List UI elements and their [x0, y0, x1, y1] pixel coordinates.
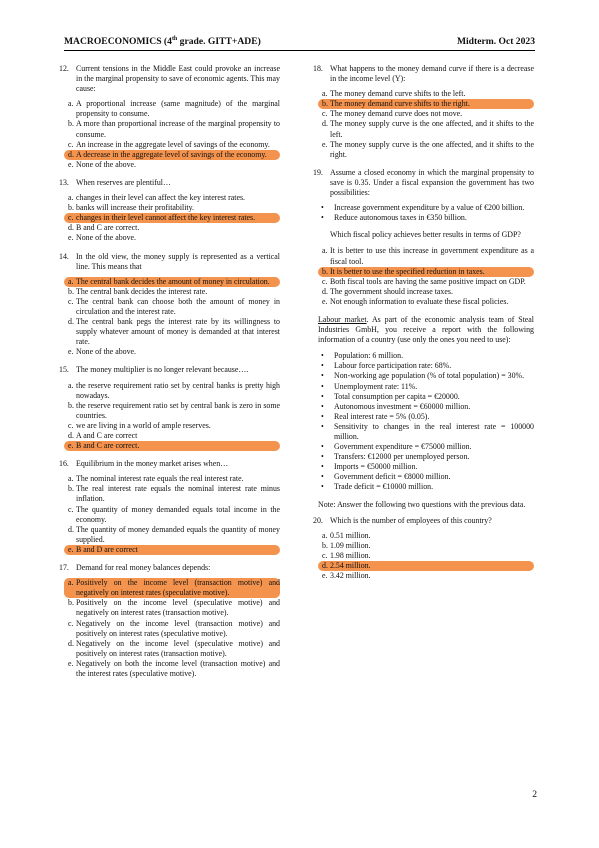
option-text: 2.54 million. — [330, 561, 371, 571]
answer-option — [64, 659, 280, 679]
bullet-item — [318, 371, 534, 381]
answer-option — [64, 99, 280, 119]
option-letter: d. — [68, 149, 74, 159]
answer-option — [64, 421, 280, 431]
bullet-icon: • — [321, 411, 324, 421]
option-letter: e. — [68, 347, 74, 357]
selected-answer-option — [318, 561, 534, 571]
option-text: changes in their level cannot affect the key interest rates. — [76, 213, 256, 223]
option-letter: c. — [68, 296, 74, 306]
answer-option — [318, 551, 534, 561]
option-text: Negatively on both the income level (transaction motive) and the interest rates (speculative motive). — [76, 658, 280, 678]
option-letter: a. — [322, 246, 328, 256]
answer-option — [64, 639, 280, 659]
option-text: The central bank pegs the interest rate by its willingness to supply whatever amount of money is demanded at that interest rate. — [76, 317, 280, 347]
answer-option — [64, 223, 280, 233]
answer-option — [64, 233, 280, 243]
bullet-icon: • — [321, 351, 324, 361]
bullet-item — [318, 412, 534, 422]
option-text: The nominal interest rate equals the real interest rate. — [76, 474, 244, 484]
option-text: 1.09 million. — [330, 540, 371, 550]
question-body: What happens to the money demand curve if there is a decrease in the income level (Y): — [330, 64, 534, 84]
option-text: None of the above. — [76, 159, 137, 169]
option-text: An increase in the aggregate level of savings of the economy. — [76, 139, 270, 149]
bullet-text: Unemployment rate: 11%. — [334, 381, 418, 391]
option-text: The money supply curve is the one affected, and it shifts to the left. — [330, 119, 534, 139]
option-text: The quantity of money demanded equals the quantity of money supplied. — [76, 524, 280, 544]
selected-answer-option — [318, 267, 534, 277]
option-text: changes in their level can affect the key interest rates. — [76, 193, 245, 203]
bullet-item — [318, 203, 534, 213]
option-letter: d. — [68, 317, 74, 327]
bullet-text: Real interest rate = 5% (0.05). — [334, 411, 430, 421]
answer-option — [64, 525, 280, 545]
answer-options — [64, 381, 280, 452]
labour-market-intro: Labour market. As part of the economic analysis team of Steal Industries GmbH, you receive a report with the following information of a country (use only the ones you need to use): — [318, 314, 534, 345]
answer-option — [64, 484, 280, 504]
bullet-icon: • — [321, 361, 324, 371]
bullet-item — [318, 472, 534, 482]
answer-option — [64, 381, 280, 401]
data-list — [318, 351, 534, 492]
bullet-item — [318, 482, 534, 492]
answer-option — [64, 193, 280, 203]
answer-option — [318, 140, 534, 160]
bullet-text: Total consumption per capita = €20000. — [334, 391, 460, 401]
question-body: Which is the number of employees of this country? — [330, 515, 492, 525]
option-text: The money demand curve shifts to the right. — [330, 99, 470, 109]
answer-option — [64, 297, 280, 317]
question-number: 13. — [59, 177, 69, 187]
question-body: Demand for real money balances depends: — [76, 563, 211, 573]
question-text — [59, 177, 280, 188]
option-letter: e. — [68, 658, 74, 668]
option-letter: b. — [322, 266, 328, 276]
question-number: 16. — [59, 459, 69, 469]
option-text: B and D are correct — [76, 544, 138, 554]
option-text: None of the above. — [76, 347, 137, 357]
bullet-item — [318, 422, 534, 442]
bullet-icon: • — [321, 391, 324, 401]
bullet-icon: • — [321, 401, 324, 411]
option-letter: c. — [322, 276, 328, 286]
option-text: It is better to use the specified reduction in taxes. — [330, 266, 485, 276]
answer-option — [318, 277, 534, 287]
option-letter: e. — [68, 233, 74, 243]
answer-options — [64, 99, 280, 170]
selected-answer-option — [64, 441, 280, 451]
option-letter: a. — [68, 380, 74, 390]
selected-answer-option — [64, 545, 280, 555]
answer-option — [64, 619, 280, 639]
question-14 — [59, 251, 280, 358]
exam-title: Midterm. Oct 2023 — [456, 36, 535, 47]
answer-option — [64, 119, 280, 139]
selected-answer-option — [64, 150, 280, 160]
question-number: 15. — [59, 365, 69, 375]
option-text: It is better to use this increase in government expenditure as a fiscal tool. — [330, 246, 534, 266]
question-body: The money multiplier is no longer relevant because…. — [76, 365, 249, 375]
bullet-item — [318, 392, 534, 402]
option-letter: e. — [68, 441, 74, 451]
option-text: The money demand curve shifts to the left. — [330, 89, 466, 99]
question-20 — [313, 515, 534, 582]
option-text: The money supply curve is the one affected, and it shifts to the right. — [330, 139, 534, 159]
option-letter: d. — [68, 223, 74, 233]
option-text: The central bank can choose both the amount of money in circulation and the interest rate. — [76, 296, 280, 316]
option-letter: e. — [68, 159, 74, 169]
option-text: the reserve requirement ratio set by central bank is zero in some countries. — [76, 400, 280, 420]
option-letter: b. — [68, 119, 74, 129]
answer-option — [64, 505, 280, 525]
bullet-icon: • — [321, 213, 324, 223]
option-letter: d. — [68, 431, 74, 440]
option-text: B and C are correct. — [76, 223, 140, 233]
question-body: Current tensions in the Middle East could provoke an increase in the marginal propensity to save of economic agents. This may cause: — [76, 64, 280, 94]
option-letter: d. — [322, 286, 328, 296]
answer-options — [318, 531, 534, 581]
option-text: The real interest rate equals the nominal interest rate minus inflation. — [76, 484, 280, 504]
option-letter: b. — [322, 540, 328, 550]
answer-options — [64, 277, 280, 358]
option-text: Negatively on the income level (transaction motive) and positively on interest rates (speculative motive). — [76, 618, 280, 638]
answer-option — [318, 89, 534, 99]
option-text: B and C are correct. — [76, 441, 140, 451]
option-letter: c. — [68, 618, 74, 628]
answer-option — [318, 571, 534, 581]
left-column — [59, 64, 280, 687]
answer-option — [64, 203, 280, 213]
bullet-item — [318, 382, 534, 392]
bullet-text: Reduce autonomous taxes in €350 billion. — [334, 213, 467, 223]
answer-option — [318, 531, 534, 541]
question-body: When reserves are plentiful… — [76, 177, 171, 187]
option-letter: a. — [322, 89, 328, 99]
option-text: A and C are correct — [76, 431, 138, 440]
bullet-text: Labour force participation rate: 68%. — [334, 361, 452, 371]
bullet-text: Population: 6 million. — [334, 351, 404, 361]
bullet-text: Autonomous investment = €60000 million. — [334, 401, 471, 411]
question-13 — [59, 177, 280, 244]
answer-option — [318, 109, 534, 119]
option-letter: d. — [322, 119, 328, 129]
answer-option — [64, 317, 280, 347]
option-letter: a. — [68, 193, 74, 203]
answer-option — [64, 347, 280, 357]
bullet-icon: • — [321, 203, 324, 213]
answer-option — [64, 287, 280, 297]
bullet-text: Government deficit = €8000 million. — [334, 472, 451, 482]
option-letter: d. — [68, 524, 74, 534]
option-text: None of the above. — [76, 233, 137, 243]
answer-option — [64, 474, 280, 484]
option-letter: a. — [322, 530, 328, 540]
note: Note: Answer the following two questions with the previous data. — [318, 499, 526, 509]
answer-option — [64, 431, 280, 441]
option-letter: e. — [322, 139, 328, 149]
option-letter: c. — [68, 420, 74, 430]
question-16 — [59, 459, 280, 555]
bullet-icon: • — [321, 482, 324, 492]
option-letter: a. — [68, 99, 74, 109]
section-title: Labour market — [318, 314, 367, 324]
option-text: we are living in a world of ample reserves. — [76, 420, 211, 430]
option-letter: b. — [68, 400, 74, 410]
bullet-item — [318, 402, 534, 412]
question-number: 14. — [59, 251, 69, 261]
bullet-icon: • — [321, 472, 324, 482]
option-text: The money demand curve does not move. — [330, 109, 463, 119]
option-letter: c. — [322, 109, 328, 119]
option-text: The government should increase taxes. — [330, 286, 453, 296]
option-letter: b. — [68, 484, 74, 494]
question-text — [59, 459, 280, 469]
selected-answer-option — [64, 578, 280, 598]
question-15 — [59, 365, 280, 451]
bullet-item — [318, 462, 534, 472]
option-text: Negatively on the income level (speculative motive) and positively on interest rates (transaction motive). — [76, 638, 280, 658]
option-letter: e. — [322, 296, 328, 306]
bullet-text: Government expenditure = €75000 million. — [334, 442, 472, 452]
option-letter: b. — [68, 286, 74, 296]
option-text: A more than proportional increase of the marginal propensity to consume. — [76, 119, 280, 139]
question-text: 19. Assume a closed economy in which the marginal propensity to save is 0.35. Under a fiscal expansion the government has two possibilities: — [313, 167, 534, 198]
answer-options — [64, 578, 280, 679]
selected-answer-option — [64, 277, 280, 287]
option-letter: d. — [68, 638, 74, 648]
answer-options — [64, 474, 280, 555]
answer-option — [318, 246, 534, 266]
answer-options — [318, 246, 534, 307]
option-letter: a. — [68, 474, 74, 484]
answer-options — [318, 89, 534, 160]
question-number: 18. — [313, 64, 323, 73]
bullet-text: Imports = €50000 million. — [334, 462, 418, 472]
question-body: In the old view, the money supply is represented as a vertical line. This means that — [76, 251, 280, 271]
bullet-icon: • — [321, 371, 324, 381]
question-text — [313, 515, 534, 526]
option-letter: c. — [322, 550, 328, 560]
question-body: Equilibrium in the money market arises when… — [76, 459, 229, 469]
option-text: 3.42 million. — [330, 571, 371, 581]
option-letter: c. — [68, 139, 74, 149]
answer-option — [64, 140, 280, 150]
option-text: A decrease in the aggregate level of savings of the economy. — [76, 149, 267, 159]
option-text: Positively on the income level (speculative motive) and negatively on interest rates (transaction motive). — [76, 598, 280, 618]
answer-option — [64, 160, 280, 170]
option-letter: b. — [322, 99, 328, 109]
bullet-item — [318, 351, 534, 361]
question-19 — [313, 167, 534, 307]
selected-answer-option — [64, 213, 280, 223]
option-letter: b. — [68, 598, 74, 608]
option-letter: b. — [68, 203, 74, 213]
question-number: 17. — [59, 563, 69, 573]
question-text — [313, 64, 534, 84]
option-text: Both fiscal tools are having the same positive impact on GDP. — [330, 276, 526, 286]
policy-options — [318, 203, 534, 223]
bullet-text: Transfers: €12000 per unemployed person. — [334, 452, 470, 462]
bullet-icon: • — [321, 462, 324, 472]
labour-market-section — [318, 315, 534, 510]
answer-option — [318, 287, 534, 297]
option-letter: e. — [68, 544, 74, 554]
answer-option — [318, 297, 534, 307]
option-text: 1.98 million. — [330, 550, 371, 560]
bullet-text: Trade deficit = €10000 million. — [334, 482, 434, 492]
option-text: the reserve requirement ratio set by central banks is pretty high nowadays. — [76, 380, 280, 400]
bullet-icon: • — [321, 452, 324, 462]
bullet-text: Increase government expenditure by a value of €200 billion. — [334, 203, 525, 213]
question-text — [59, 251, 280, 272]
question-17 — [59, 563, 280, 679]
bullet-item — [318, 213, 534, 223]
bullet-item — [318, 361, 534, 371]
question-18 — [313, 64, 534, 160]
bullet-text: Non-working age population (% of total population) = 30%. — [334, 371, 525, 381]
bullet-icon: • — [321, 381, 324, 391]
question-text — [59, 365, 280, 375]
answer-option — [64, 401, 280, 421]
question-number: 12. — [59, 64, 69, 73]
question-prompt: Which fiscal policy achieves better results in terms of GDP? — [330, 230, 521, 240]
option-text: 0.51 million. — [330, 530, 371, 540]
option-text: The central bank decides the amount of money in circulation. — [76, 276, 270, 286]
right-column — [313, 64, 534, 589]
answer-option — [318, 541, 534, 551]
option-letter: d. — [322, 561, 328, 571]
selected-answer-option — [318, 99, 534, 109]
option-letter: e. — [322, 571, 328, 581]
course-title: MACROECONOMICS (4th grade. GITT+ADE) — [64, 36, 261, 48]
bullet-text: Sensitivity to changes in the real interest rate = 100000 million. — [334, 421, 534, 441]
page-number: 2 — [532, 789, 537, 800]
option-text: A proportional increase (same magnitude) of the marginal propensity to consume. — [76, 99, 280, 119]
question-number: 20. — [313, 515, 323, 525]
question-text — [59, 563, 280, 573]
option-text: Not enough information to evaluate these fiscal policies. — [330, 296, 509, 306]
bullet-icon: • — [321, 442, 324, 452]
bullet-item — [318, 442, 534, 452]
question-12 — [59, 64, 280, 170]
option-letter: c. — [68, 504, 74, 514]
option-letter: c. — [68, 213, 74, 223]
answer-options — [64, 193, 280, 243]
option-text: The central bank decides the interest rate. — [76, 286, 208, 296]
answer-option — [64, 598, 280, 618]
question-text — [59, 64, 280, 94]
option-text: Positively on the income level (transaction motive) and negatively on interest rates (speculative motive). — [76, 578, 280, 598]
bullet-item — [318, 452, 534, 462]
option-text: banks will increase their profitability. — [76, 203, 195, 213]
answer-option — [318, 119, 534, 139]
option-text: The quantity of money demanded equals total income in the economy. — [76, 504, 280, 524]
option-letter: a. — [68, 276, 74, 286]
page-header — [64, 36, 535, 51]
bullet-icon: • — [321, 421, 324, 431]
option-letter: a. — [68, 578, 74, 588]
